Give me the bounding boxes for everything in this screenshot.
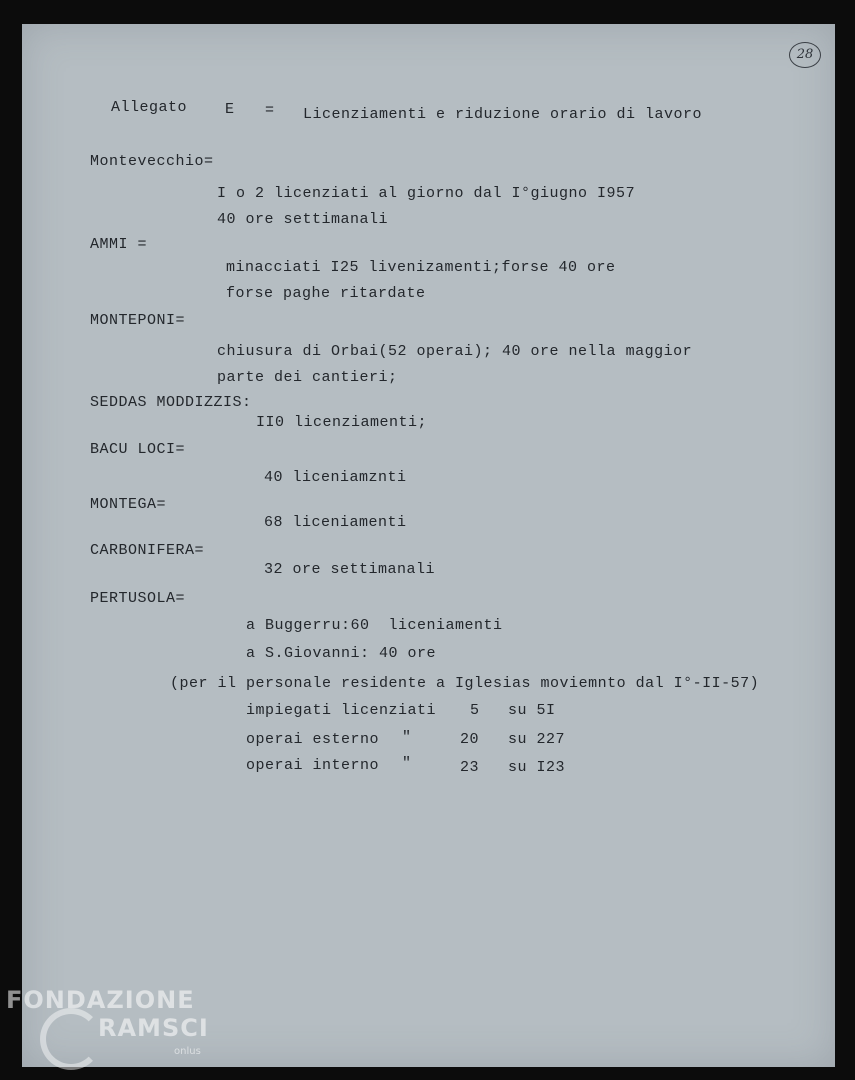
entry-label: MONTEPONI= <box>90 312 186 329</box>
entry-label: CARBONIFERA= <box>90 542 205 559</box>
staff-total: su I23 <box>508 759 566 776</box>
entry-label: Montevecchio= <box>90 153 214 170</box>
entry-line: a S.Giovanni: 40 ore <box>246 645 437 662</box>
header-allegato: Allegato <box>111 99 188 116</box>
staff-total: su 5I <box>508 702 556 719</box>
entry-line: chiusura di Orbai(52 operai); 40 ore nella maggior <box>217 343 693 360</box>
entry-label: MONTEGA= <box>90 496 167 513</box>
ditto-mark: " <box>402 729 412 746</box>
staff-count: 5 <box>470 702 480 719</box>
document-title: Licenziamenti e riduzione orario di lavoro <box>303 106 703 123</box>
entry-line: forse paghe ritardate <box>226 285 426 302</box>
staff-count: 20 <box>460 731 480 748</box>
entry-label: BACU LOCI= <box>90 441 186 458</box>
staff-category: operai interno <box>246 757 380 774</box>
entry-line: parte dei cantieri; <box>217 369 398 386</box>
entry-line: 32 ore settimanali <box>264 561 436 578</box>
header-letter: E <box>225 101 235 118</box>
staff-count: 23 <box>460 759 480 776</box>
page-number-stamp: 28 <box>789 42 821 68</box>
entry-line: 68 liceniamenti <box>264 514 407 531</box>
watermark-line1: FONDAZIONE <box>6 986 195 1014</box>
entry-label: PERTUSOLA= <box>90 590 186 607</box>
entry-line: minacciati I25 livenizamenti;forse 40 ore <box>226 259 616 276</box>
entry-label: SEDDAS MODDIZZIS: <box>90 394 252 411</box>
staff-category: impiegati licenziati <box>246 702 437 719</box>
fondazione-gramsci-watermark <box>6 986 209 1057</box>
watermark-line2: RAMSCI <box>98 1014 209 1042</box>
watermark-line3: onlus <box>174 1046 201 1057</box>
staff-total: su 227 <box>508 731 566 748</box>
residency-note: (per il personale residente a Iglesias moviemnto dal I°-II-57) <box>170 675 760 692</box>
watermark-g-logo <box>40 1008 102 1070</box>
header-equals: = <box>265 102 275 119</box>
entry-line: 40 ore settimanali <box>217 211 389 228</box>
entry-line: 40 liceniamznti <box>264 469 407 486</box>
staff-category: operai esterno <box>246 731 380 748</box>
ditto-mark: " <box>402 755 412 772</box>
entry-line: a Buggerru:60 liceniamenti <box>246 617 503 634</box>
entry-line: II0 licenziamenti; <box>256 414 428 431</box>
entry-line: I o 2 licenziati al giorno dal I°giugno I957 <box>217 185 636 202</box>
entry-label: AMMI = <box>90 236 148 253</box>
